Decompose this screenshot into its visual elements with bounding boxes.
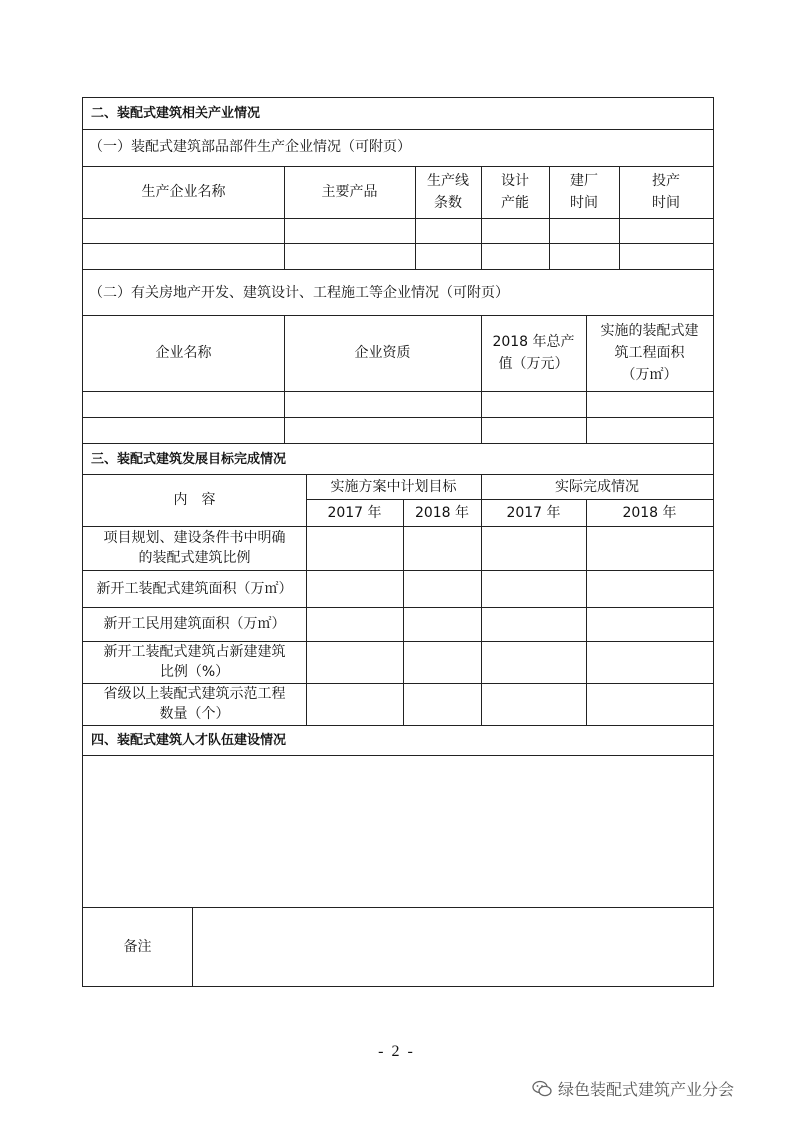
producer-name-input-1[interactable] <box>83 218 284 243</box>
remarks-label: 备注 <box>123 938 152 955</box>
company-name-input-2[interactable] <box>83 417 284 443</box>
watermark <box>532 1077 734 1100</box>
row-planning-ratio-label: 项目规划、建设条件书中明确 的装配式建筑比例 <box>103 530 286 566</box>
sub2-title: （二）有关房地产开发、建筑设计、工程施工等企业情况（可附页） <box>89 285 509 301</box>
header-company-name: 企业名称 <box>155 345 212 361</box>
actual-2018-header: 2018 年 <box>622 504 677 521</box>
wechat-icon <box>532 1080 552 1098</box>
section4-heading: 四、装配式建筑人才队伍建设情况 <box>91 733 287 748</box>
header-producer-name: 生产企业名称 <box>141 184 226 200</box>
page-number: - 2 - <box>378 1043 415 1060</box>
header-total-output-2018: 2018 年总产 值（万元） <box>492 334 575 372</box>
header-design-capacity: 设计 产能 <box>501 173 529 211</box>
sub1-title: （一）装配式建筑部品部件生产企业情况（可附页） <box>89 139 411 155</box>
header-build-time: 建厂 时间 <box>570 173 598 211</box>
plan-target-header: 实施方案中计划目标 <box>330 478 457 495</box>
header-line-count: 生产线 条数 <box>427 173 469 211</box>
content-header: 内 容 <box>173 492 216 508</box>
row-new-civil-area-label: 新开工民用建筑面积（万㎡） <box>103 616 286 632</box>
talent-team-input-area[interactable] <box>83 755 713 907</box>
section2-heading: 二、装配式建筑相关产业情况 <box>91 106 261 121</box>
remarks-input-area[interactable] <box>193 907 713 986</box>
header-company-qualification: 企业资质 <box>354 345 411 361</box>
plan-2018-header: 2018 年 <box>414 504 470 521</box>
producer-name-input-2[interactable] <box>83 243 284 269</box>
actual-2017-header: 2017 年 <box>506 504 561 521</box>
header-main-product: 主要产品 <box>321 184 378 200</box>
section3-heading: 三、装配式建筑发展目标完成情况 <box>91 452 287 467</box>
row-demo-projects-label: 省级以上装配式建筑示范工程 数量（个） <box>103 686 286 722</box>
row-prefab-ratio-label: 新开工装配式建筑占新建建筑 比例（%） <box>103 644 286 680</box>
header-operation-time: 投产 时间 <box>652 173 680 211</box>
actual-completion-header: 实际完成情况 <box>555 478 639 495</box>
company-name-input-1[interactable] <box>83 391 284 417</box>
report-form <box>82 97 714 987</box>
row-new-prefab-area-label: 新开工装配式建筑面积（万㎡） <box>96 580 293 597</box>
plan-2017-header: 2017 年 <box>327 504 382 521</box>
header-prefab-area: 实施的装配式建 筑工程面积 （万㎡） <box>600 323 699 383</box>
watermark-text: 绿色装配式建筑产业分会 <box>558 1080 735 1099</box>
